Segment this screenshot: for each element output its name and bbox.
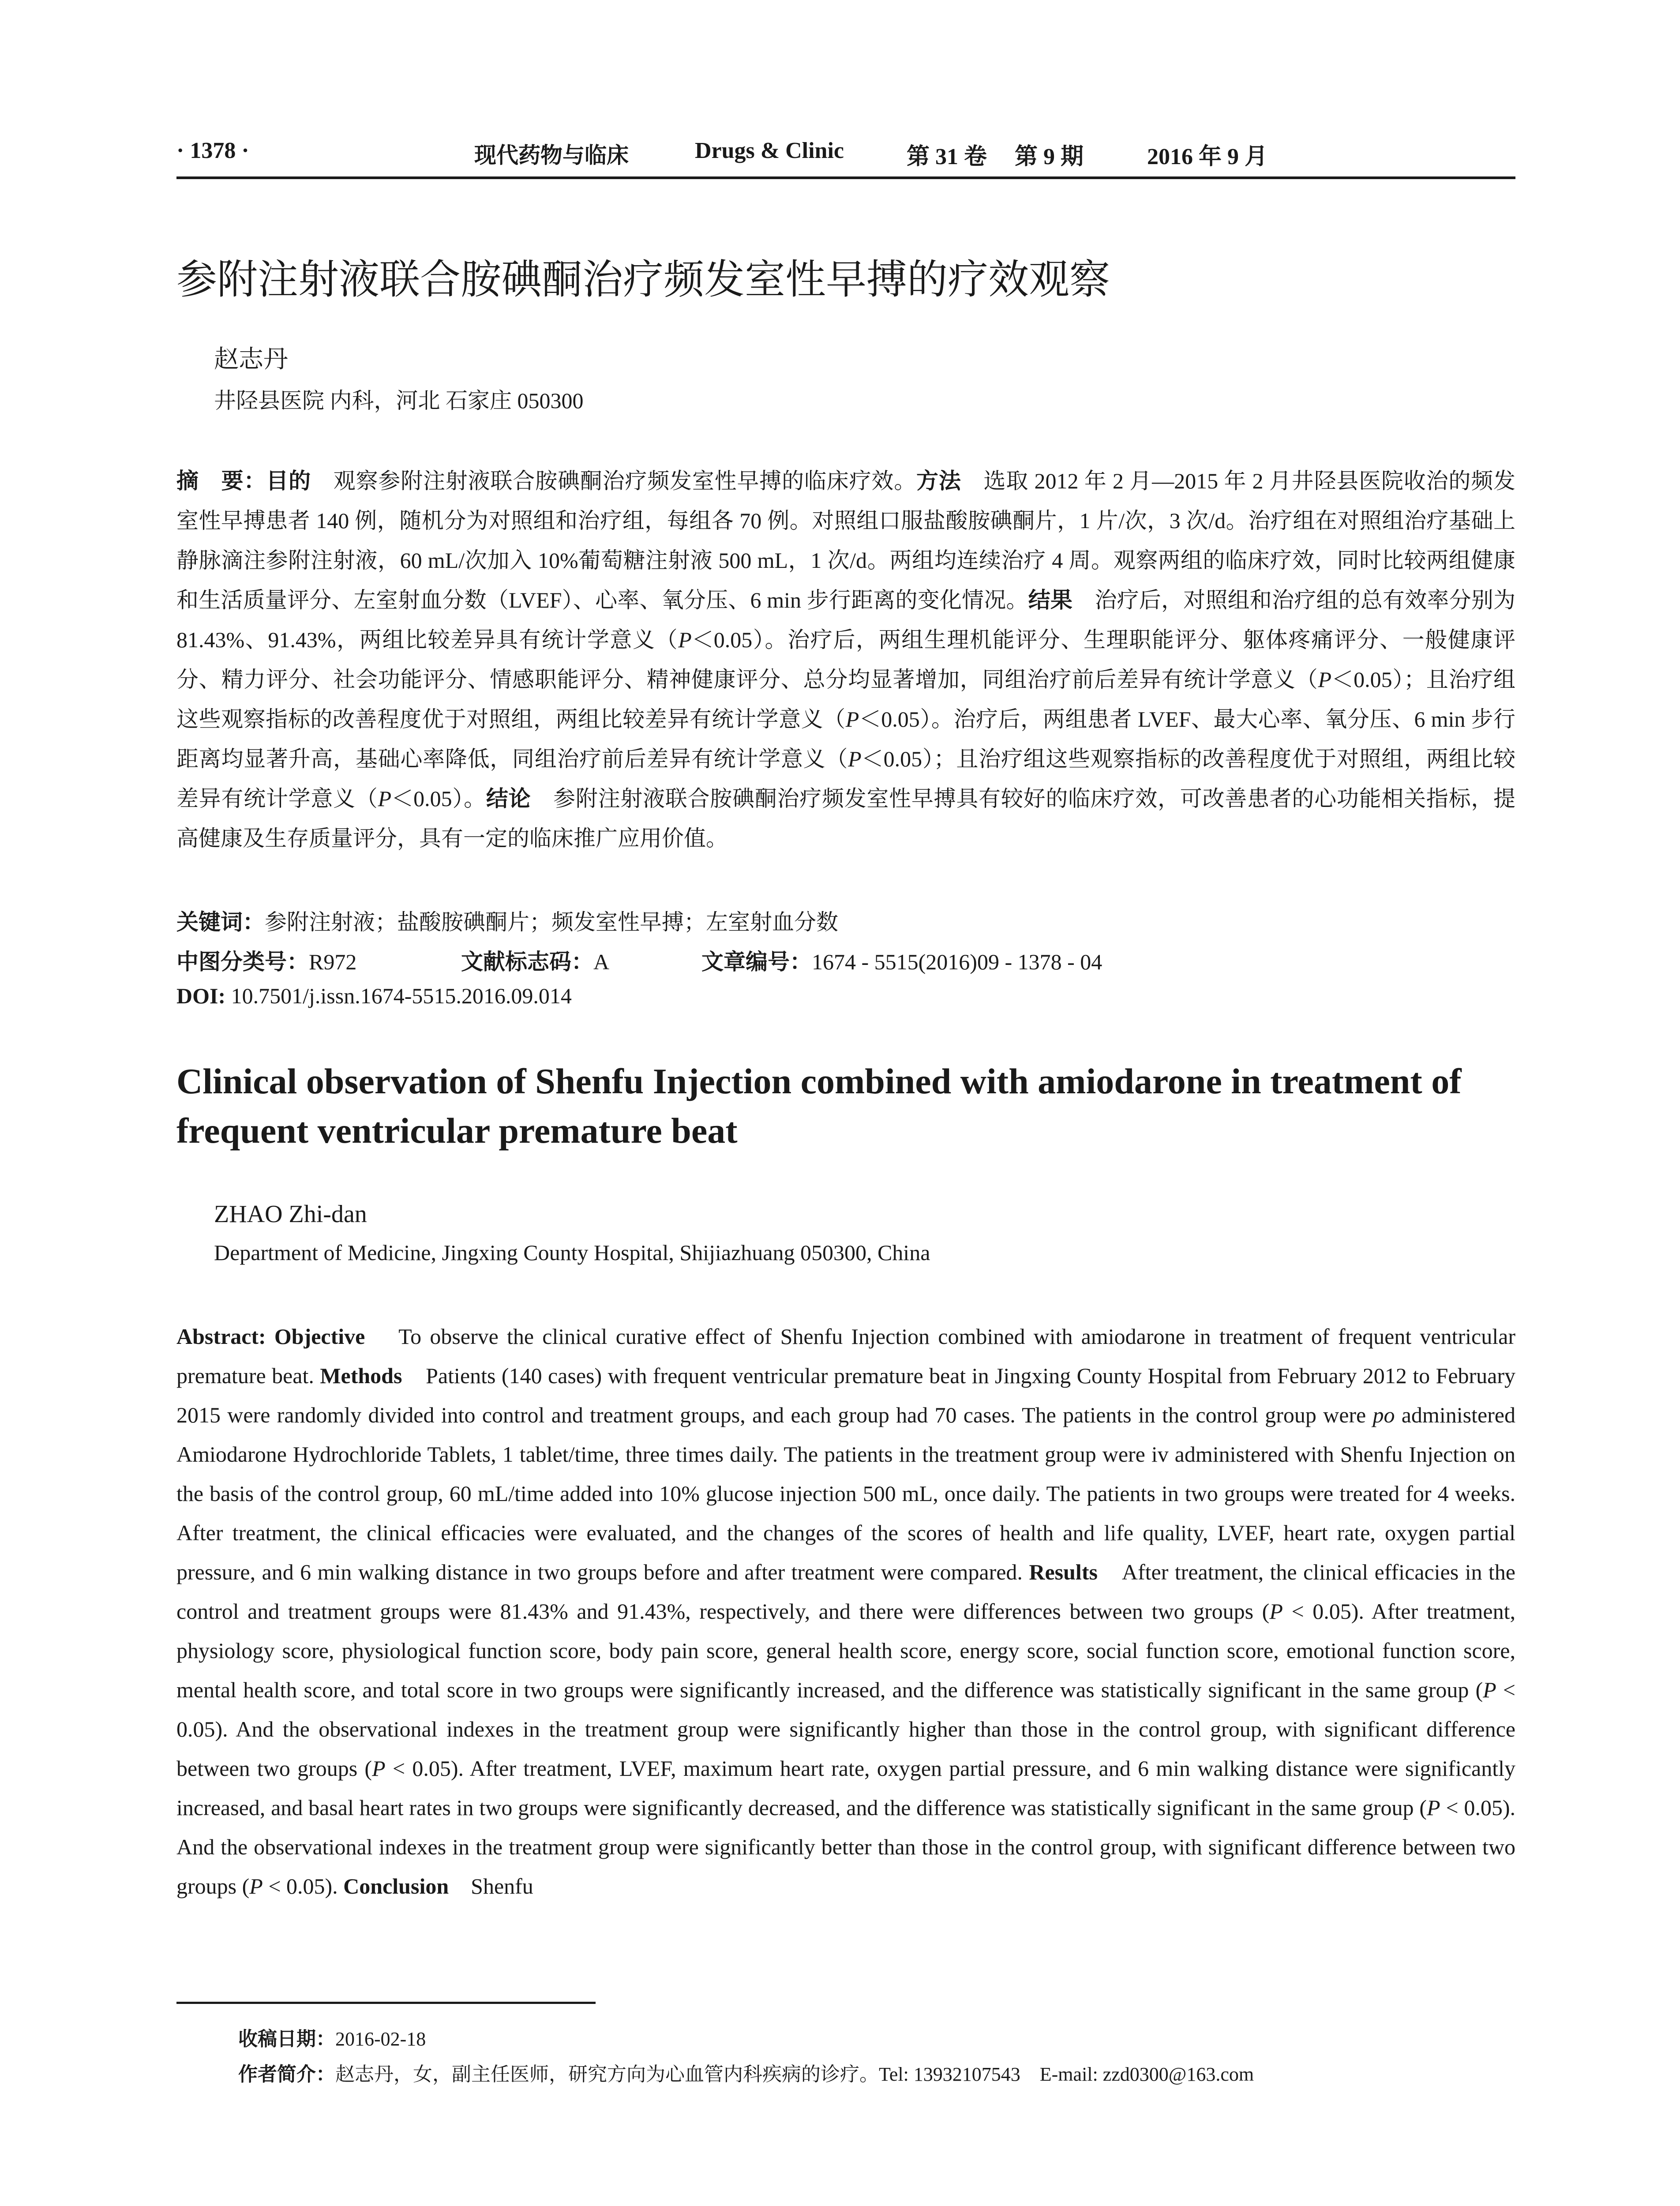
doi-value: 10.7501/j.issn.1674-5515.2016.09.014 (231, 983, 572, 1008)
methods-cn: 选取 2012 年 2 月—2015 年 2 月井陉县医院收治的频发室性早搏患者 140 例，随机分为对照组和治疗组，每组各 70 例。对照组口服盐酸胺碘酮片，1 片/次，3 次/d。治疗组在对照组治疗基础上静脉滴注参附注射液，60 mL/次加入 10%葡萄糖注射液 500 mL，1 次/d。两组均连续治疗 4 周。观察两组的临床疗效，同时比较两组健康和生活质量评分、左室射血分数（LVEF）、心率、氧分压、6 min 步行距离的变化情况。 (176, 469, 1516, 612)
clc-value: R972 (309, 949, 357, 974)
bio-label: 作者简介： (238, 2063, 335, 2086)
journal-name-en: Drugs & Clinic (695, 138, 844, 163)
results-cn-part: 治疗后，对照组和治疗组的总有效率分别为 81.43%、91.43%，两组比较差异具有统计学意义（ (176, 588, 1516, 652)
results-cn-part: ＜0.05）；且治疗组这些观察指标的改善程度优于对照组，两组比较差异有统计学意义（ (176, 747, 1516, 811)
footnote-rule (176, 2002, 596, 2004)
results-cn-part: ＜0.05）；且治疗组这些观察指标的改善程度优于对照组，两组比较差异有统计学意义（ (176, 667, 1516, 732)
p-symbol: P (1269, 1599, 1283, 1624)
p-symbol: P (1426, 1795, 1440, 1820)
affiliation-cn: 井陉县医院 内科，河北 石家庄 050300 (214, 388, 584, 413)
keywords-label: 关键词： (176, 909, 265, 935)
affiliation-en: Department of Medicine, Jingxing County Hospital, Shijiazhuang 050300, China (214, 1240, 930, 1265)
abstract-cn (176, 461, 1515, 858)
journal-name-cn: 现代药物与临床 (474, 142, 629, 168)
conclusion-cn: 参附注射液联合胺碘酮治疗频发室性早搏具有较好的临床疗效，可改善患者的心功能相关指标，提高健康及生存质量评分，具有一定的临床推广应用价值。 (176, 786, 1516, 851)
p-symbol: P (249, 1874, 263, 1898)
doc-value: A (593, 949, 610, 974)
conclusion-label-cn: 结论 (486, 786, 531, 811)
received-date (238, 2023, 426, 2051)
conclusion-label-en: Conclusion (343, 1874, 449, 1898)
keywords-cn (176, 904, 838, 936)
po-term: po (1372, 1403, 1395, 1427)
issue: 第 9 期 (1015, 144, 1084, 169)
abstract-label-en: Abstract: (176, 1324, 266, 1349)
results-cn-part: ＜0.05）。 (391, 786, 486, 811)
p-symbol: P (1318, 667, 1332, 692)
results-en-part: < 0.05). (262, 1874, 338, 1898)
methods-en-part: Patients (140 cases) with frequent ventricular premature beat in Jingxing County Hospital from February 2012 to February 2015 were randomly divided into control and treatment groups, and each group had 70 cases. The patients in the control group were (176, 1363, 1516, 1427)
volume: 第 31 卷 (907, 144, 987, 169)
abstract-en (176, 1317, 1515, 1906)
doc-label: 文献标志码： (461, 949, 593, 975)
classification-line (176, 944, 356, 976)
results-en-part: < 0.05). And the observational indexes in the treatment group were significantly higher than those in the control group, with significant difference between two groups ( (176, 1677, 1515, 1781)
p-symbol: P (848, 747, 862, 771)
article-value: 1674 - 5515(2016)09 - 1378 - 04 (812, 949, 1102, 974)
results-en-part: < 0.05). After treatment, LVEF, maximum heart rate, oxygen partial pressure, and 6 min walking distance were significantly increased, and basal heart rates in two groups were significantly decreased, and the difference was statistically significant in the same group ( (176, 1756, 1515, 1820)
doi-line (176, 983, 572, 1009)
p-symbol: P (378, 786, 392, 811)
keywords-value: 参附注射液；盐酸胺碘酮片；频发室性早搏；左室射血分数 (265, 910, 838, 934)
results-label-en: Results (1029, 1560, 1098, 1584)
p-symbol: P (845, 707, 859, 732)
document-code (461, 944, 609, 976)
title-en: Clinical observation of Shenfu Injection combined with amiodarone in treatment of frequent ventricular premature beat (176, 1061, 1462, 1151)
header-rule (176, 176, 1515, 179)
p-symbol: P (678, 627, 692, 652)
objective-label-en: Objective (274, 1324, 365, 1349)
results-en-part: < 0.05). And the observational indexes in the treatment group were significantly better than those in the control group, with significant difference between two groups ( (176, 1795, 1515, 1898)
author-en: ZHAO Zhi-dan (214, 1201, 367, 1228)
author-bio (238, 2058, 1254, 2086)
article-number (701, 944, 1102, 976)
methods-en-part: administered Amiodarone Hydrochloride Tablets, 1 tablet/time, three times daily. The patients in the treatment group were iv administered with Shenfu Injection on the basis of the control group, 60 mL/time added into 10% glucose injection 500 mL, once daily. The patients in two groups were treated for 4 weeks. After treatment, the clinical efficacies were evaluated, and the changes of the scores of health and life quality, LVEF, heart rate, oxygen partial pressure, and 6 min walking distance in two groups before and after treatment were compared. (176, 1403, 1515, 1584)
p-symbol: P (1483, 1677, 1496, 1702)
author-cn: 赵志丹 (214, 346, 288, 373)
results-cn-part: ＜0.05）。治疗后，两组生理机能评分、生理职能评分、躯体疼痛评分、一般健康评分、精力评分、社会功能评分、情感职能评分、精神健康评分、总分均显著增加，同组治疗前后差异有统计学意义（ (176, 627, 1515, 692)
methods-label-cn: 方法 (916, 468, 961, 494)
received-label: 收稿日期： (238, 2028, 335, 2050)
objective-label-cn: 目的 (266, 468, 311, 494)
results-en-part: < 0.05). After treatment, physiology score, physiological function score, body pain score, general health score, energy score, social function score, emotional function score, mental health score, and total score in two groups were significantly increased, and the difference was statistically significant in the same group ( (176, 1599, 1515, 1702)
clc-label: 中图分类号： (176, 949, 309, 975)
methods-label-en: Methods (320, 1363, 402, 1388)
page-number: · 1378 · (176, 138, 249, 163)
abstract-label-cn: 摘 要： (176, 468, 266, 494)
bio-value: 赵志丹，女，副主任医师，研究方向为心血管内科疾病的诊疗。Tel: 13932107543 E-mail: zzd0300@163.com (335, 2063, 1254, 2085)
p-symbol: P (372, 1756, 386, 1781)
results-cn-part: ＜0.05）。治疗后，两组患者 LVEF、最大心率、氧分压、6 min 步行距离均显著升高，基础心率降低，同组治疗前后差异有统计学意义（ (176, 707, 1515, 771)
article-label: 文章编号： (701, 949, 812, 975)
title-cn: 参附注射液联合胺碘酮治疗频发室性早搏的疗效观察 (176, 256, 1110, 303)
results-label-cn: 结果 (1028, 587, 1073, 613)
objective-cn: 观察参附注射液联合胺碘酮治疗频发室性早搏的临床疗效。 (333, 469, 917, 493)
received-value: 2016-02-18 (335, 2028, 426, 2050)
doi-label: DOI: (176, 983, 226, 1008)
conclusion-en: Shenfu (471, 1874, 533, 1898)
objective-en: To observe the clinical curative effect of Shenfu Injection combined with amiodarone in treatment of frequent ventricular premature beat. (176, 1324, 1515, 1388)
results-en-part: After treatment, the clinical efficacies in the control and treatment groups were 81.43% and 91.43%, respectively, and there were differences between two groups ( (176, 1560, 1516, 1624)
issue-date: 2016 年 9 月 (1147, 144, 1268, 169)
